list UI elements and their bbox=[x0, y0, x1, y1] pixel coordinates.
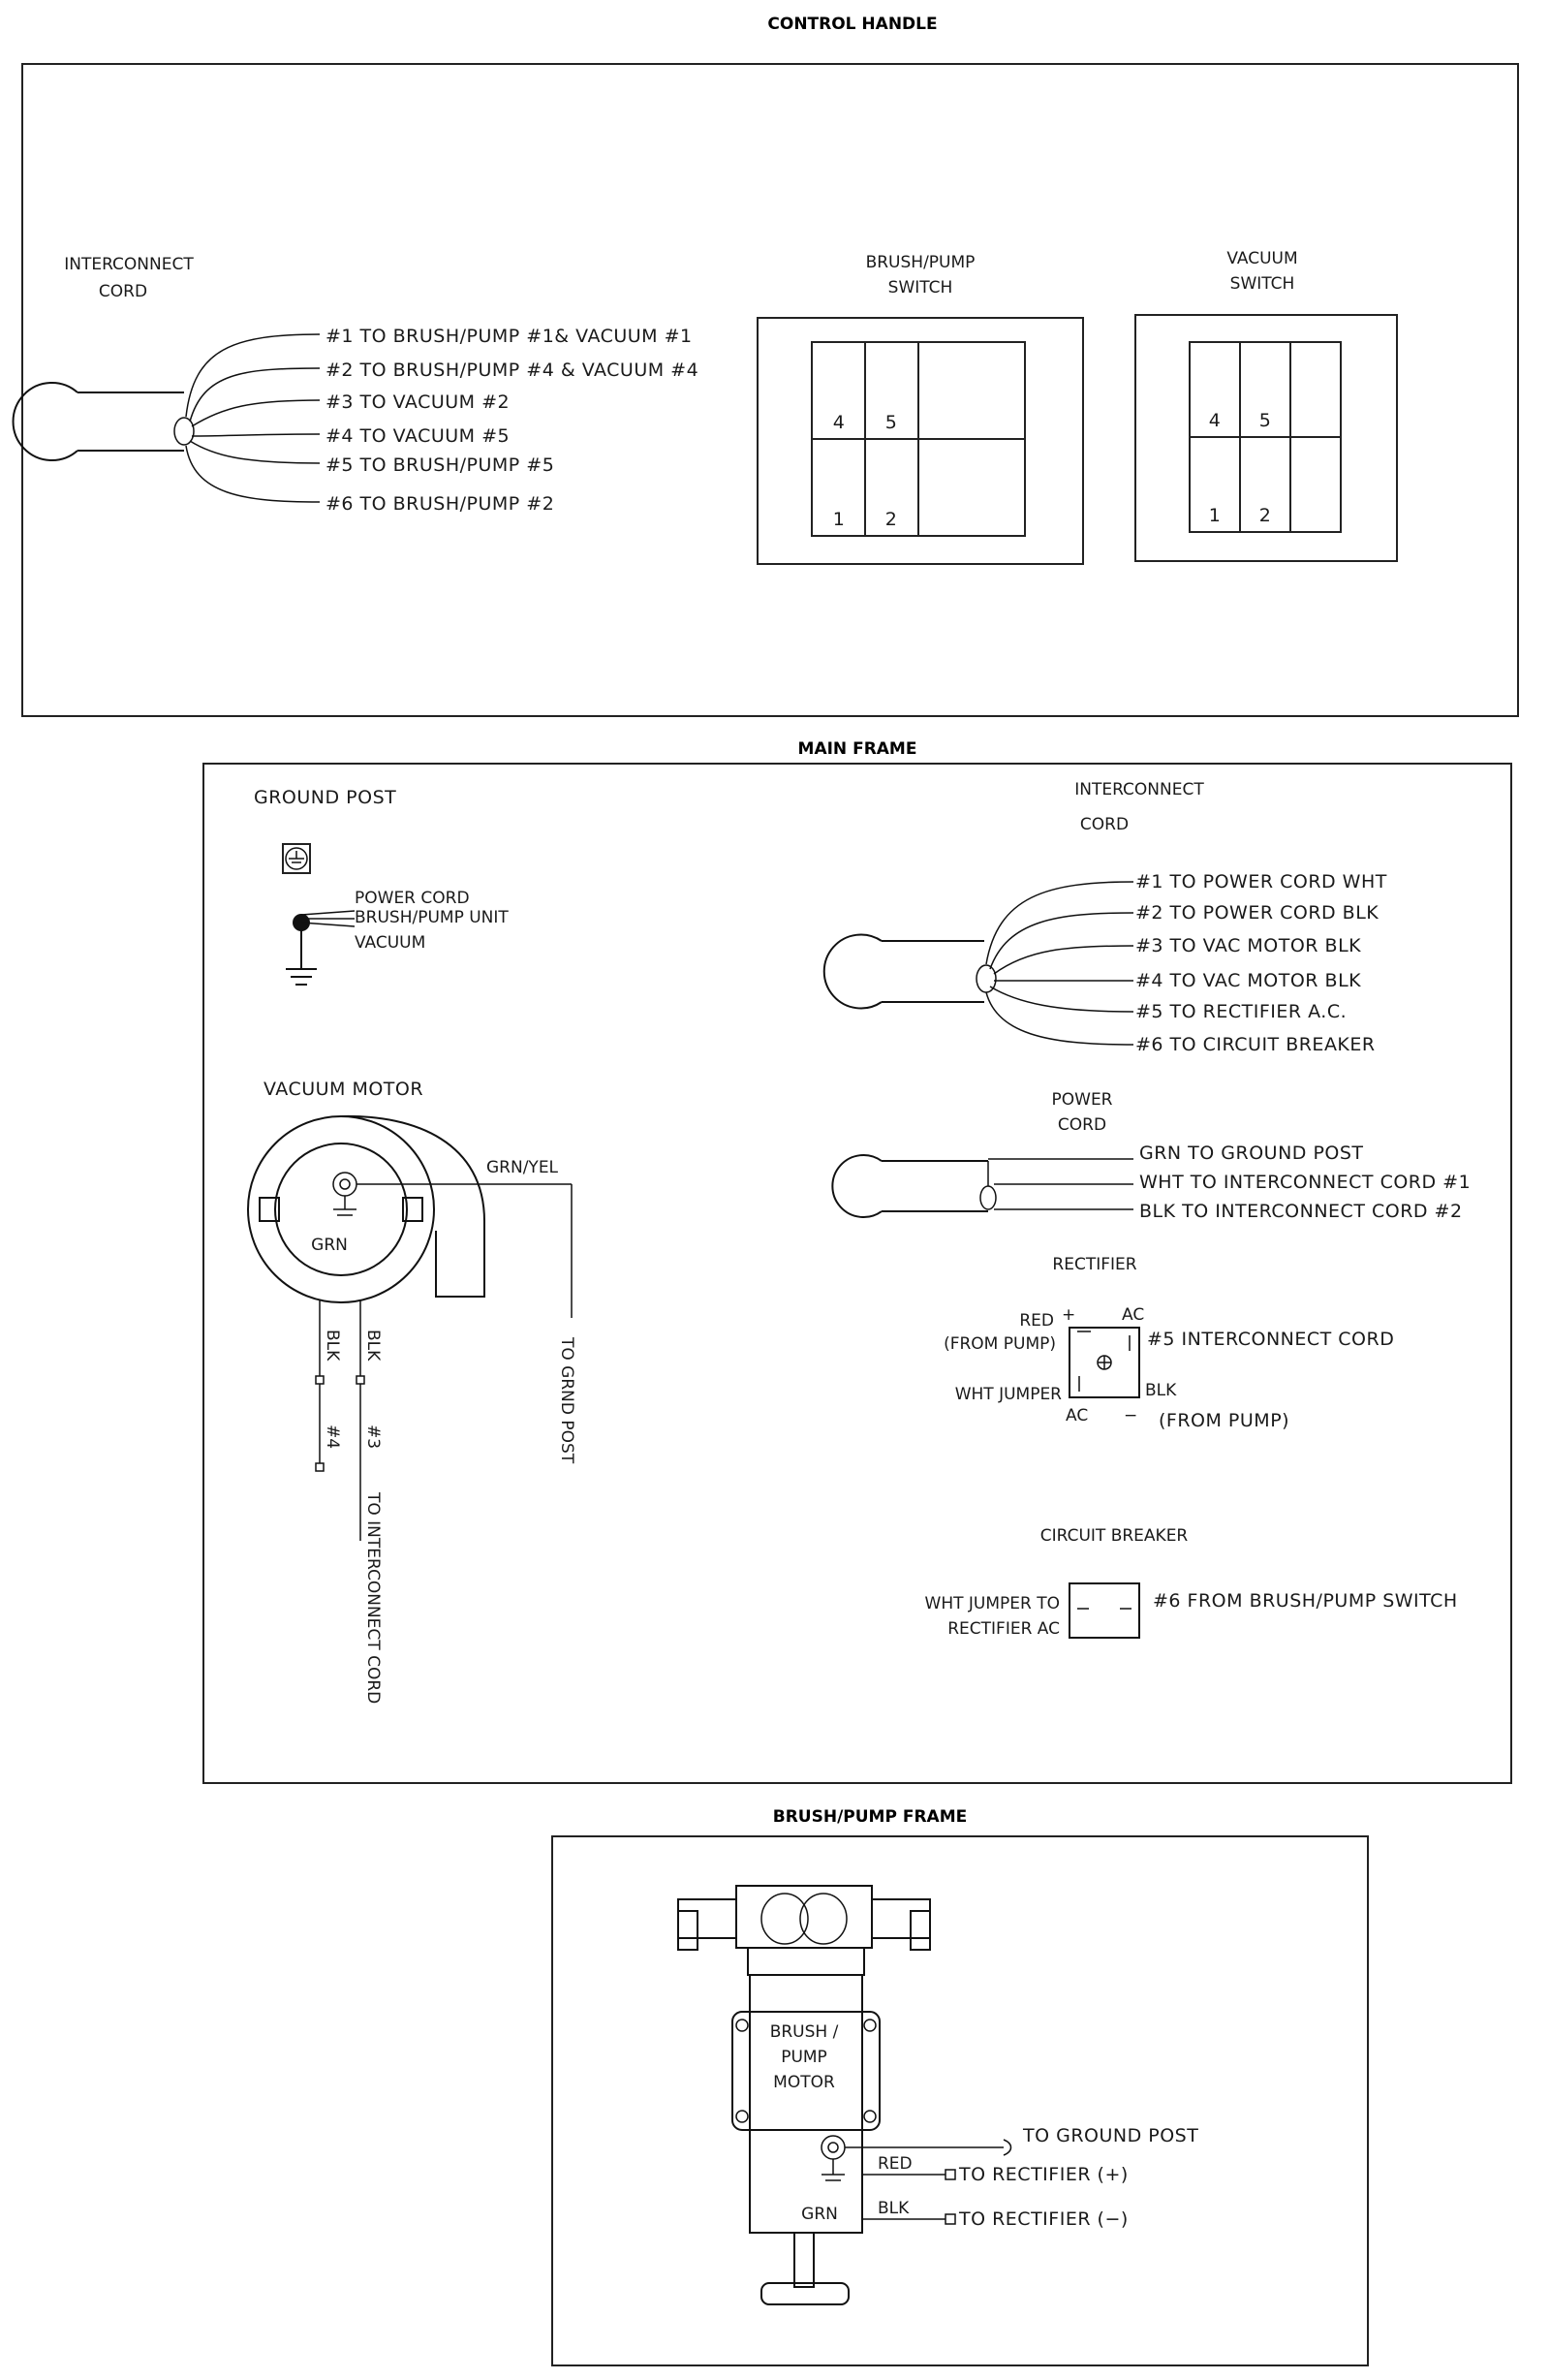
vacuum-switch-label-2: SWITCH bbox=[1229, 274, 1295, 294]
ch-wire-labels bbox=[326, 326, 698, 515]
bp-to-rect-minus: TO RECTIFIER (−) bbox=[959, 2208, 1129, 2230]
bp-to-ground: TO GROUND POST bbox=[1023, 2125, 1199, 2146]
svg-text:2: 2 bbox=[884, 509, 898, 530]
power-cord-symbol bbox=[832, 1155, 1133, 1217]
brush-switch-label-1: BRUSH/PUMP bbox=[865, 253, 976, 272]
brush-pump-switch bbox=[758, 318, 1083, 564]
control-handle-title: CONTROL HANDLE bbox=[767, 15, 938, 34]
ch-interconnect-label-2: CORD bbox=[98, 282, 148, 301]
rect-from-pump: (FROM PUMP) bbox=[944, 1334, 1056, 1354]
rect-blk: BLK bbox=[1145, 1381, 1177, 1400]
svg-text:1: 1 bbox=[832, 509, 846, 530]
main-frame-title: MAIN FRAME bbox=[797, 739, 917, 759]
svg-text:4: 4 bbox=[1208, 410, 1222, 431]
ground-label-3: VACUUM bbox=[355, 933, 426, 953]
power-cord-label-2: CORD bbox=[1057, 1115, 1107, 1135]
bp-blk-label: BLK bbox=[878, 2199, 910, 2218]
svg-text:5: 5 bbox=[884, 412, 898, 433]
ch-wire-2: #2 TO BRUSH/PUMP #4 & VACUUM #4 bbox=[326, 360, 699, 381]
brush-pump-motor-symbol bbox=[678, 1886, 1011, 2304]
cb-left-2: RECTIFIER AC bbox=[947, 1619, 1060, 1639]
bp-to-rect-plus: TO RECTIFIER (+) bbox=[959, 2164, 1129, 2185]
bp-grn-label: GRN bbox=[801, 2205, 838, 2224]
vm-to-grnd-post: TO GRND POST bbox=[557, 1337, 576, 1464]
svg-text:4: 4 bbox=[832, 412, 846, 433]
mf-wire-5: #5 TO RECTIFIER A.C. bbox=[1135, 1001, 1348, 1022]
circuit-breaker-label: CIRCUIT BREAKER bbox=[1039, 1526, 1189, 1546]
ground-post-symbol bbox=[283, 844, 310, 873]
mf-interconnect-label-1: INTERCONNECT bbox=[1074, 780, 1204, 799]
vm-grn-yel-label: GRN/YEL bbox=[486, 1158, 559, 1177]
ground-label-1: POWER CORD bbox=[355, 889, 470, 908]
circuit-breaker-symbol bbox=[1070, 1583, 1139, 1638]
ch-interconnect-cord bbox=[14, 334, 320, 502]
mf-wire-6: #6 TO CIRCUIT BREAKER bbox=[1135, 1034, 1376, 1055]
ch-wire-4: #4 TO VACUUM #5 bbox=[326, 425, 511, 447]
ground-bus bbox=[286, 911, 355, 985]
vacuum-motor-label: VACUUM MOTOR bbox=[264, 1079, 424, 1100]
ch-wire-6: #6 TO BRUSH/PUMP #2 bbox=[326, 493, 555, 515]
cb-left-1: WHT JUMPER TO bbox=[924, 1594, 1060, 1613]
vm-to-interconnect: TO INTERCONNECT CORD bbox=[363, 1492, 383, 1705]
vacuum-motor-symbol bbox=[248, 1116, 572, 1541]
mf-wire-1: #1 TO POWER CORD WHT bbox=[1135, 871, 1387, 892]
rect-ac-bot: AC bbox=[1066, 1406, 1089, 1425]
bp-motor-label-3: MOTOR bbox=[773, 2073, 835, 2092]
power-cord-label-1: POWER bbox=[1051, 1090, 1113, 1110]
rect-ac-top: AC bbox=[1122, 1305, 1145, 1325]
vm-blk-label-2: BLK bbox=[363, 1330, 383, 1362]
ground-post-label: GROUND POST bbox=[254, 787, 397, 808]
pc-wire-1: GRN TO GROUND POST bbox=[1139, 1143, 1364, 1164]
brush-pump-frame-panel bbox=[552, 1836, 1368, 2365]
mf-wire-3: #3 TO VAC MOTOR BLK bbox=[1135, 935, 1362, 956]
svg-text:5: 5 bbox=[1258, 410, 1272, 431]
brush-pump-frame-title: BRUSH/PUMP FRAME bbox=[772, 1807, 968, 1827]
rect-interconnect: #5 INTERCONNECT CORD bbox=[1147, 1329, 1395, 1350]
ch-interconnect-label-1: INTERCONNECT bbox=[64, 255, 194, 274]
ch-wire-5: #5 TO BRUSH/PUMP #5 bbox=[326, 454, 555, 476]
mf-wire-2: #2 TO POWER CORD BLK bbox=[1135, 902, 1380, 924]
ground-label-2: BRUSH/PUMP UNIT bbox=[355, 908, 509, 927]
vacuum-switch-label-1: VACUUM bbox=[1226, 249, 1298, 268]
ch-wire-1: #1 TO BRUSH/PUMP #1& VACUUM #1 bbox=[326, 326, 693, 347]
vm-blk-label-1: BLK bbox=[323, 1330, 342, 1362]
svg-text:1: 1 bbox=[1208, 505, 1222, 526]
control-handle-panel bbox=[22, 64, 1518, 716]
rectifier-symbol bbox=[1070, 1328, 1139, 1397]
mf-interconnect-label-2: CORD bbox=[1079, 815, 1130, 834]
rect-minus: − bbox=[1124, 1406, 1138, 1425]
vm-num3-label: #3 bbox=[363, 1425, 383, 1450]
pc-wire-2: WHT TO INTERCONNECT CORD #1 bbox=[1139, 1172, 1472, 1193]
brush-switch-label-2: SWITCH bbox=[887, 278, 953, 298]
bp-motor-label-1: BRUSH / bbox=[769, 2022, 839, 2042]
cb-right: #6 FROM BRUSH/PUMP SWITCH bbox=[1153, 1590, 1458, 1612]
bp-motor-label-2: PUMP bbox=[781, 2048, 827, 2067]
vm-grn-label: GRN bbox=[311, 1236, 348, 1255]
rectifier-label: RECTIFIER bbox=[1052, 1255, 1137, 1274]
rect-from-pump-2: (FROM PUMP) bbox=[1159, 1410, 1290, 1431]
svg-text:2: 2 bbox=[1258, 505, 1272, 526]
vm-num4-label: #4 bbox=[323, 1425, 342, 1450]
pc-wire-3: BLK TO INTERCONNECT CORD #2 bbox=[1139, 1201, 1463, 1222]
mf-interconnect-cord bbox=[824, 882, 1133, 1045]
rect-wht-jumper: WHT JUMPER bbox=[954, 1385, 1062, 1404]
mf-wire-labels bbox=[1135, 871, 1387, 1055]
mf-wire-4: #4 TO VAC MOTOR BLK bbox=[1135, 970, 1362, 991]
rect-red: RED bbox=[1019, 1311, 1054, 1331]
vacuum-switch bbox=[1135, 315, 1397, 561]
ch-wire-3: #3 TO VACUUM #2 bbox=[326, 391, 511, 413]
bp-red-label: RED bbox=[878, 2154, 913, 2174]
rect-plus: + bbox=[1062, 1305, 1076, 1325]
